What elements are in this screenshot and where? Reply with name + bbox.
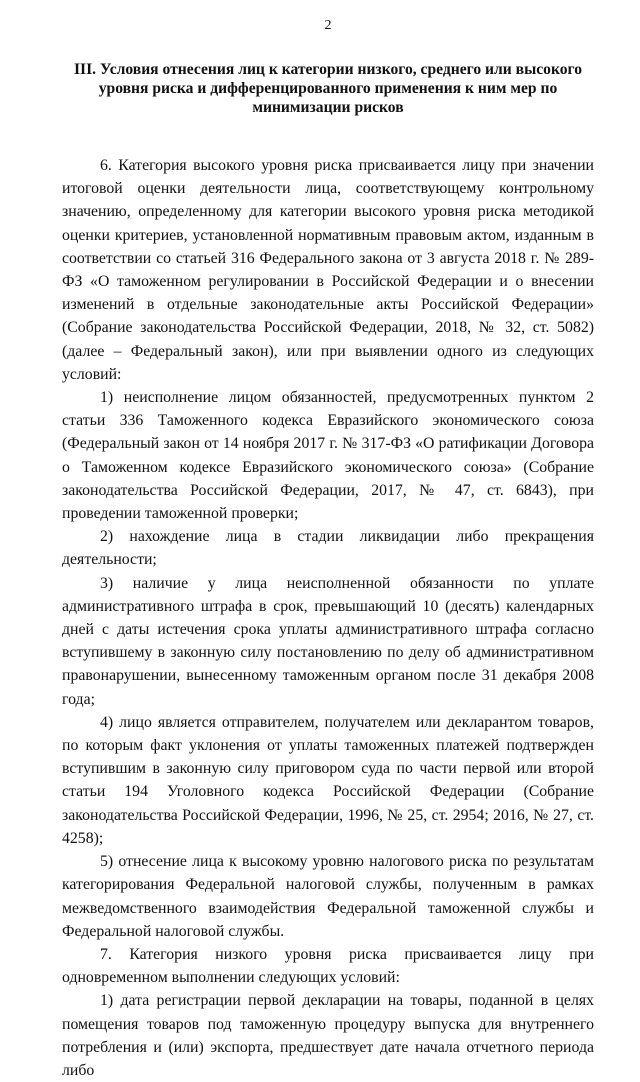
paragraph-7-item-1: 1) дата регистрации первой декларации на товары, поданной в целях помещения товаров под таможенную процедуру выпуска для внутреннего потребления и (или) экспорта, предшествует дате начала отчетного периода либо [62, 992, 594, 1079]
paragraph-6: 6. Категория высокого уровня риска присваивается лицу при значении итоговой оценки деятельности лица, соответствующему контрольному значению, определенному для категории высокого уровня риска методикой оценки критериев, установленной нормативным правовым актом, изданным в соответствии со статьей 316 Федерального закона от 3 августа 2018 г. № 289-ФЗ «О таможенном регулировании в Российской Федерации и о внесении изменений в отдельные законодательные акты Российской Федерации» (Собрание законодательства Российской Федерации, 2018, № 32, ст. 5082) (далее – Федеральный закон), или при выявлении одного из следующих условий: [62, 157, 594, 383]
section-heading-line: уровня риска и дифференцированного применения к ним мер по [98, 80, 558, 97]
paragraph-6-item-3: 3) наличие у лица неисполненной обязанности по уплате административного штрафа в срок, превышающий 10 (десять) календарных дней с даты истечения срока уплаты административного штрафа согласно вступившему в законную силу постановлению по делу об административном правонарушении, вынесенному таможенным органом после 31 декабря 2008 года; [62, 574, 594, 708]
paragraph-6-item-5: 5) отнесение лица к высокому уровню налогового риска по результатам категорирования Федеральной налоговой службы, полученным в рамках межведомственного взаимодействия Федеральной таможенной службы и Федеральной налоговой службы. [62, 853, 594, 940]
paragraph-6-item-2: 2) нахождение лица в стадии ликвидации либо прекращения деятельности; [62, 528, 594, 569]
section-heading-line: минимизации рисков [252, 99, 404, 116]
paragraph-6-item-4: 4) лицо является отправителем, получателем или декларантом товаров, по которым факт уклонения от уплаты таможенных платежей подтвержден вступившим в законную силу приговором суда по части первой или второй статьи 194 Уголовного кодекса Российской Федерации (Собрание законодательства Российской Федерации, 1996, № 25, ст. 2954; 2016, № 27, ст. 4258); [62, 713, 594, 847]
page-number: 2 [324, 18, 332, 33]
section-heading-line: III. Условия отнесения лиц к категории низкого, среднего или высокого [73, 61, 583, 78]
section-heading [62, 60, 594, 117]
paragraph-7: 7. Категория низкого уровня риска присваивается лицу при одновременном выполнении следующих условий: [62, 945, 594, 987]
paragraph-6-item-1: 1) неисполнение лицом обязанностей, предусмотренных пунктом 2 статьи 336 Таможенного кодекса Евразийского экономического союза (Федеральный закон от 14 ноября 2017 г. № 317-ФЗ «О ратификации Договора о Таможенном кодексе Евразийского экономического союза» (Собрание законодательства Российской Федерации, 2017, № 47, ст. 6843), при проведении таможенной проверки; [62, 389, 594, 523]
